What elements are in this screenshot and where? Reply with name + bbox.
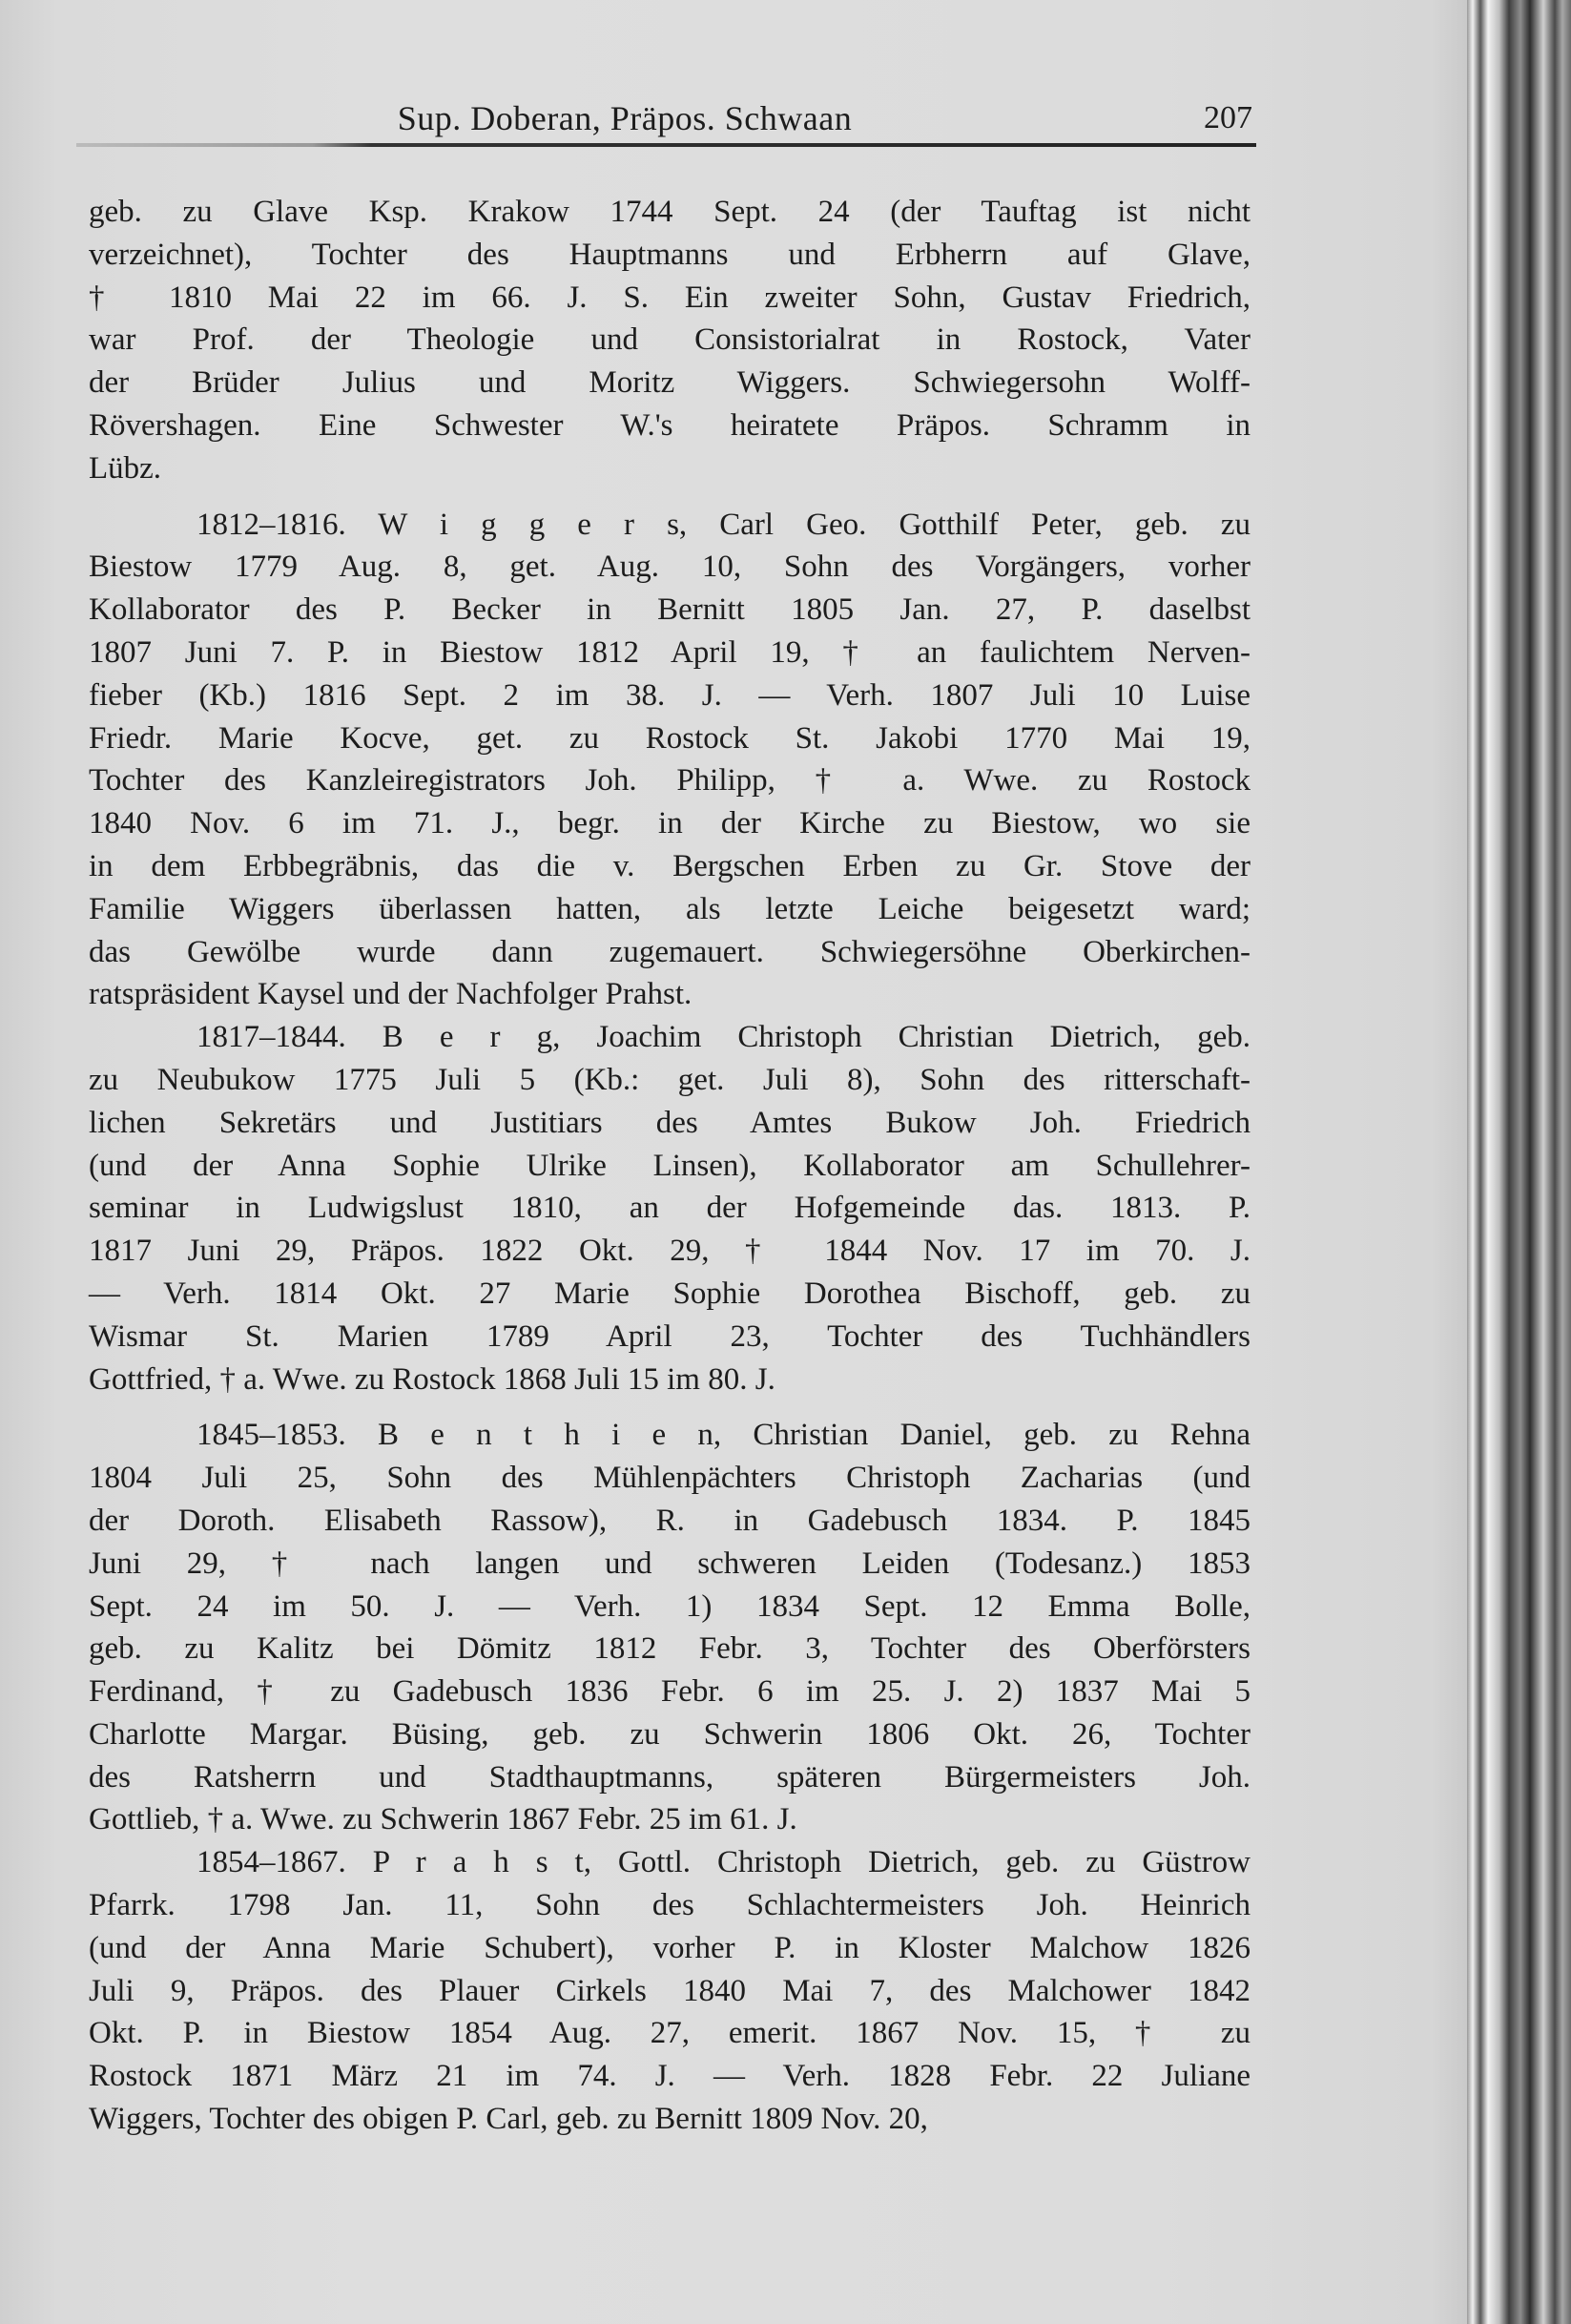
- text-line: Juli 9, Präpos. des Plauer Cirkels 1840 Mai 7, des Malchower 1842: [89, 1973, 1251, 2008]
- text-line: (und der Anna Sophie Ulrike Linsen), Kollaborator am Schullehrer-: [89, 1148, 1251, 1183]
- text-line: 1812–1816. W i g g e r s, Carl Geo. Gotthilf Peter, geb. zu: [196, 507, 1251, 542]
- paragraph: [89, 1841, 1251, 2141]
- text-line: 1804 Juli 25, Sohn des Mühlenpächters Christoph Zacharias (und: [89, 1461, 1251, 1496]
- text-line: Tochter des Kanzleiregistrators Joh. Philipp, † a. Wwe. zu Rostock: [89, 763, 1251, 799]
- book-binding-edge: [1467, 0, 1571, 2324]
- text-line: 1845–1853. B e n t h i e n, Christian Daniel, geb. zu Rehna: [196, 1418, 1251, 1453]
- text-line: Wiggers, Tochter des obigen P. Carl, geb. zu Bernitt 1809 Nov. 20,: [89, 2102, 928, 2137]
- text-line: fieber (Kb.) 1816 Sept. 2 im 38. J. — Verh. 1807 Juli 10 Luise: [89, 677, 1251, 713]
- paragraph: [89, 504, 1251, 1017]
- text-line: Kollaborator des P. Becker in Bernitt 1805 Jan. 27, P. daselbst: [89, 592, 1251, 628]
- text-line: — Verh. 1814 Okt. 27 Marie Sophie Dorothea Bischoff, geb. zu: [89, 1276, 1251, 1311]
- page-number: 207: [1204, 100, 1252, 135]
- text-line: 1807 Juni 7. P. in Biestow 1812 April 19, † an faulichtem Nerven-: [89, 634, 1251, 670]
- text-line: Lübz.: [89, 450, 162, 486]
- header-rule: [76, 143, 1256, 147]
- text-line: Rövershagen. Eine Schwester W.'s heiratete Präpos. Schramm in: [89, 407, 1251, 443]
- text-line: 1840 Nov. 6 im 71. J., begr. in der Kirche zu Biestow, wo sie: [89, 806, 1251, 841]
- text-line: der Doroth. Elisabeth Rassow), R. in Gadebusch 1834. P. 1845: [89, 1503, 1251, 1538]
- paragraph: [89, 1016, 1251, 1401]
- text-line: Biestow 1779 Aug. 8, get. Aug. 10, Sohn des Vorgängers, vorher: [89, 550, 1251, 585]
- text-line: das Gewölbe wurde dann zugemauert. Schwiegersöhne Oberkirchen-: [89, 934, 1251, 969]
- text-line: 1854–1867. P r a h s t, Gottl. Christoph Dietrich, geb. zu Güstrow: [196, 1845, 1251, 1880]
- text-line: Familie Wiggers überlassen hatten, als letzte Leiche beigesetzt ward;: [89, 891, 1251, 926]
- text-line: Ferdinand, † zu Gadebusch 1836 Febr. 6 im 25. J. 2) 1837 Mai 5: [89, 1674, 1251, 1710]
- text-line: Sept. 24 im 50. J. — Verh. 1) 1834 Sept. 12 Emma Bolle,: [89, 1588, 1251, 1624]
- text-line: Wismar St. Marien 1789 April 23, Tochter des Tuchhändlers: [89, 1318, 1251, 1354]
- text-line: Pfarrk. 1798 Jan. 11, Sohn des Schlachtermeisters Joh. Heinrich: [89, 1888, 1251, 1923]
- text-line: Okt. P. in Biestow 1854 Aug. 27, emerit. 1867 Nov. 15, † zu: [89, 2016, 1251, 2051]
- text-line: Juni 29, † nach langen und schweren Leiden (Todesanz.) 1853: [89, 1546, 1251, 1581]
- text-line: verzeichnet), Tochter des Hauptmanns und Erbherrn auf Glave,: [89, 237, 1251, 272]
- running-title: Sup. Doberan, Präpos. Schwaan: [397, 99, 853, 137]
- text-line: Rostock 1871 März 21 im 74. J. — Verh. 1828 Febr. 22 Juliane: [89, 2059, 1251, 2094]
- page-header: [91, 95, 1254, 141]
- text-line: Gottlieb, † a. Wwe. zu Schwerin 1867 Febr. 25 im 61. J.: [89, 1802, 797, 1837]
- text-line: ratspräsident Kaysel und der Nachfolger Prahst.: [89, 977, 692, 1012]
- text-line: in dem Erbbegräbnis, das die v. Bergschen Erben zu Gr. Stove der: [89, 848, 1251, 883]
- paragraph: [89, 191, 1251, 490]
- paragraph: [89, 1414, 1251, 1841]
- text-line: des Ratsherrn und Stadthauptmanns, späteren Bürgermeisters Joh.: [89, 1759, 1251, 1795]
- text-line: war Prof. der Theologie und Consistorialrat in Rostock, Vater: [89, 322, 1251, 358]
- text-line: 1817 Juni 29, Präpos. 1822 Okt. 29, † 1844 Nov. 17 im 70. J.: [89, 1234, 1251, 1269]
- text-line: (und der Anna Marie Schubert), vorher P. in Kloster Malchow 1826: [89, 1930, 1251, 1965]
- text-line: zu Neubukow 1775 Juli 5 (Kb.: get. Juli 8), Sohn des ritterschaft-: [89, 1062, 1251, 1097]
- text-line: lichen Sekretärs und Justitiars des Amtes Bukow Joh. Friedrich: [89, 1105, 1251, 1140]
- text-line: Charlotte Margar. Büsing, geb. zu Schwerin 1806 Okt. 26, Tochter: [89, 1716, 1251, 1752]
- page-body: [89, 191, 1251, 2141]
- text-line: Friedr. Marie Kocve, get. zu Rostock St. Jakobi 1770 Mai 19,: [89, 720, 1251, 756]
- text-line: geb. zu Kalitz bei Dömitz 1812 Febr. 3, Tochter des Oberförsters: [89, 1631, 1251, 1667]
- text-line: geb. zu Glave Ksp. Krakow 1744 Sept. 24 (der Tauftag ist nicht: [89, 195, 1251, 229]
- text-line: der Brüder Julius und Moritz Wiggers. Schwiegersohn Wolff-: [89, 365, 1251, 401]
- text-line: 1817–1844. B e r g, Joachim Christoph Christian Dietrich, geb.: [196, 1020, 1251, 1055]
- text-line: Gottfried, † a. Wwe. zu Rostock 1868 Juli 15 im 80. J.: [89, 1361, 775, 1397]
- text-line: seminar in Ludwigslust 1810, an der Hofgemeinde das. 1813. P.: [89, 1191, 1251, 1226]
- text-line: † 1810 Mai 22 im 66. J. S. Ein zweiter Sohn, Gustav Friedrich,: [89, 280, 1251, 315]
